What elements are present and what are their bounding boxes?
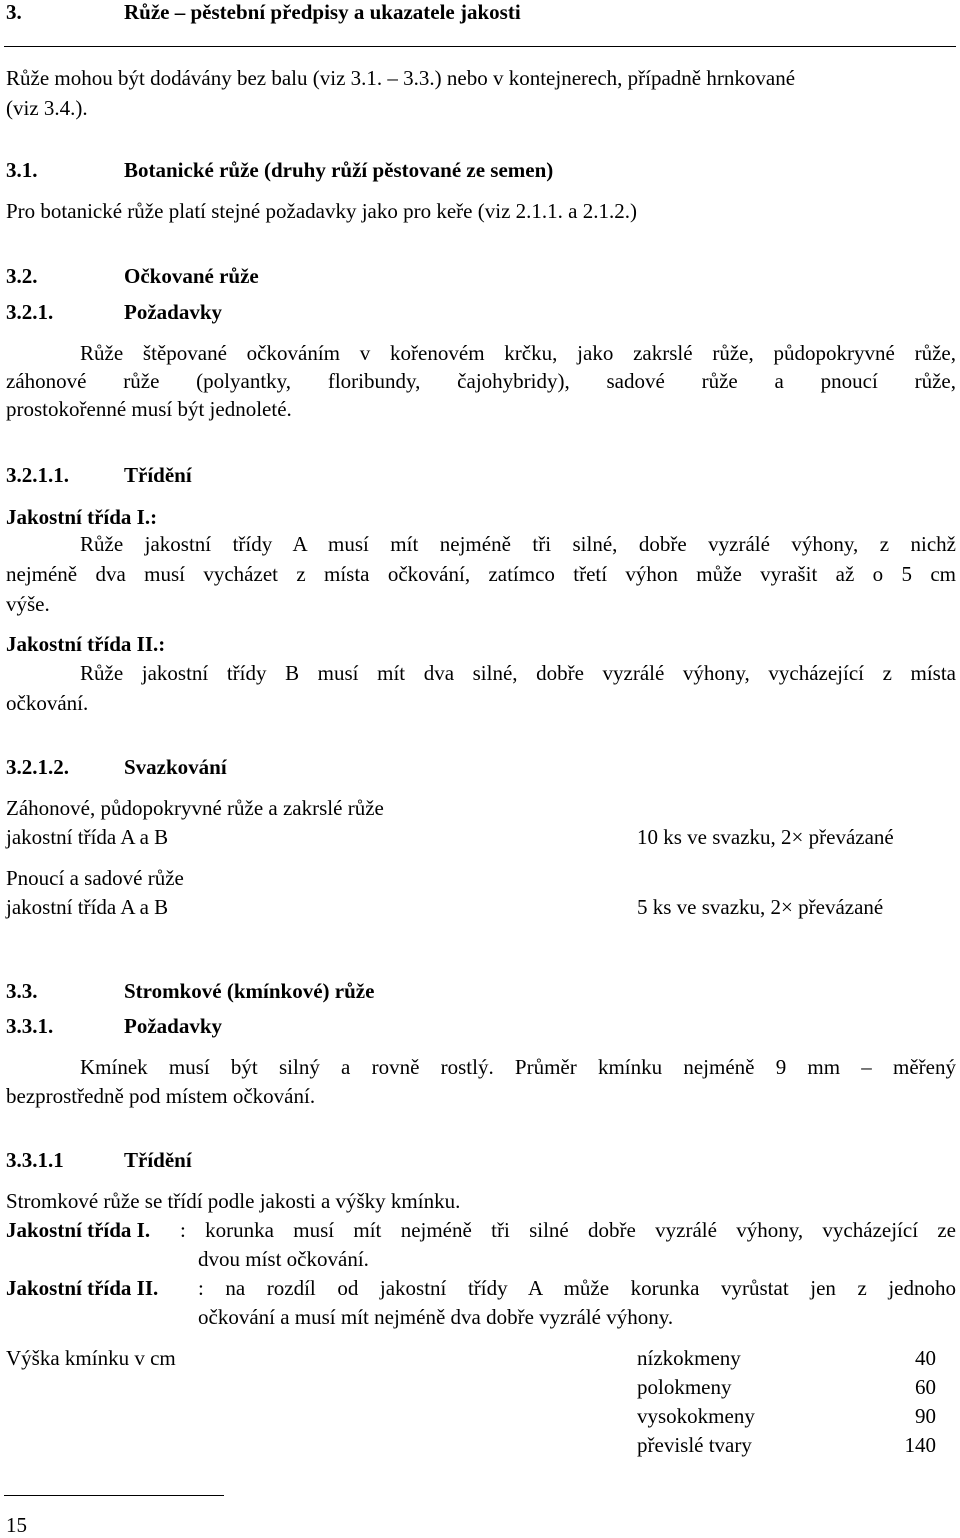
bundle-row-label: jakostní třída A a B (6, 825, 169, 849)
paragraph-line: záhonové růže (polyantky, floribundy, čajohybridy), sadové růže a pnoucí růže, (6, 369, 956, 393)
paragraph-line: Růže jakostní třídy B musí mít dva silné, dobře vyzrálé výhony, vycházející z místa (80, 661, 956, 685)
intro-line-2: (viz 3.4.). (6, 96, 88, 120)
subsection-title: Botanické růže (druhy růží pěstované ze semen) (124, 158, 554, 182)
paragraph: Stromkové růže se třídí podle jakosti a výšky kmínku. (6, 1189, 461, 1213)
height-category: převislé tvary (637, 1433, 752, 1457)
paragraph-line: očkování. (6, 691, 89, 715)
bundle-row-value: 10 ks ve svazku, 2× převázané (637, 825, 894, 849)
section-number: 3. (6, 0, 22, 24)
subsection-title: Svazkování (124, 755, 227, 779)
subsection-number: 3.3.1. (6, 1014, 54, 1038)
paragraph-line: : korunka musí mít nejméně tři silné dobře vyzrálé výhony, vycházející ze (180, 1218, 956, 1242)
page-number: 15 (6, 1513, 27, 1537)
height-category: nízkokmeny (637, 1346, 741, 1370)
paragraph-line: Růže jakostní třídy A musí mít nejméně tři silné, dobře vyzrálé výhony, z nichž (80, 532, 956, 556)
subsection-number: 3.1. (6, 158, 38, 182)
quality-class-label: Jakostní třída I. (6, 1218, 151, 1242)
paragraph-line: Růže štěpované očkováním v kořenovém krčku, jako zakrslé růže, půdopokryvné růže, (80, 341, 956, 365)
subsection-number: 3.2.1.2. (6, 755, 69, 779)
footer-rule (4, 1495, 224, 1496)
height-value: 40 (915, 1346, 936, 1370)
quality-class-label: Jakostní třída I.: (6, 505, 158, 529)
subsection-title: Stromkové (kmínkové) růže (124, 979, 375, 1003)
quality-class-label: Jakostní třída II. (6, 1276, 159, 1300)
subsection-number: 3.3. (6, 979, 38, 1003)
subsection-title: Požadavky (124, 1014, 223, 1038)
paragraph-line: dvou míst očkování. (198, 1247, 369, 1271)
subsection-number: 3.2. (6, 264, 38, 288)
paragraph: Pro botanické růže platí stejné požadavky jako pro keře (viz 2.1.1. a 2.1.2.) (6, 199, 637, 223)
bundle-row-label: Záhonové, půdopokryvné růže a zakrslé růže (6, 796, 384, 820)
height-value: 90 (915, 1404, 936, 1428)
section-title: Růže – pěstební předpisy a ukazatele jakosti (124, 0, 521, 24)
height-category: vysokokmeny (637, 1404, 755, 1428)
bundle-row-value: 5 ks ve svazku, 2× převázané (637, 895, 884, 919)
height-value: 60 (915, 1375, 936, 1399)
quality-class-label: Jakostní třída II.: (6, 632, 166, 656)
heights-label: Výška kmínku v cm (6, 1346, 176, 1370)
subsection-title: Očkované růže (124, 264, 259, 288)
paragraph-line: výše. (6, 592, 50, 616)
paragraph-line: prostokořenné musí být jednoleté. (6, 397, 292, 421)
intro-line-1: Růže mohou být dodávány bez balu (viz 3.1. – 3.3.) nebo v kontejnerech, případně hrnkované (6, 66, 796, 90)
subsection-number: 3.2.1.1. (6, 463, 69, 487)
paragraph-line: nejméně dva musí vycházet z místa očkování, zatímco třetí výhon může vyrašit až o 5 cm (6, 562, 956, 586)
subsection-title: Třídění (124, 1148, 192, 1172)
bundle-row-label: jakostní třída A a B (6, 895, 169, 919)
height-value: 140 (904, 1433, 936, 1457)
paragraph-line: Kmínek musí být silný a rovně rostlý. Průměr kmínku nejméně 9 mm – měřený (80, 1055, 956, 1079)
paragraph-line: očkování a musí mít nejméně dva dobře vyzrálé výhony. (198, 1305, 674, 1329)
subsection-number: 3.2.1. (6, 300, 54, 324)
subsection-number: 3.3.1.1 (6, 1148, 64, 1172)
subsection-title: Požadavky (124, 300, 223, 324)
paragraph-line: : na rozdíl od jakostní třídy A může korunka vyrůstat jen z jednoho (198, 1276, 956, 1300)
bundle-row-label: Pnoucí a sadové růže (6, 866, 184, 890)
paragraph-line: bezprostředně pod místem očkování. (6, 1084, 316, 1108)
heading-rule (4, 46, 956, 47)
subsection-title: Třídění (124, 463, 192, 487)
height-category: polokmeny (637, 1375, 732, 1399)
